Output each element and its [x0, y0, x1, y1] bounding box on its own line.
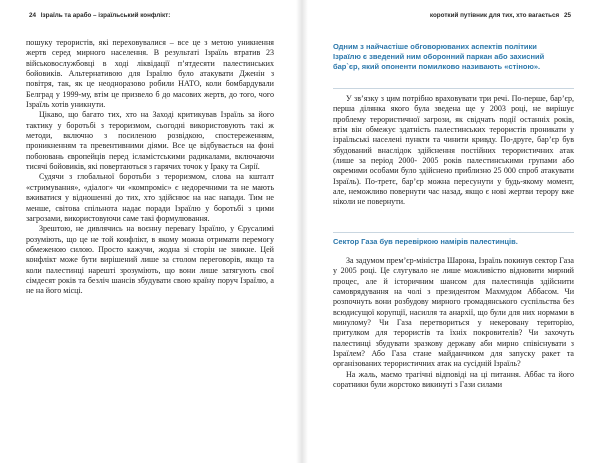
right-header-title: короткий путівник для тих, хто вагається [429, 12, 560, 19]
section-heading: Сектор Газа був перевіркою намірів палестинців. [333, 237, 518, 246]
right-body-text-bottom [333, 256, 574, 390]
left-body-text [26, 38, 274, 297]
callout-divider [333, 88, 574, 89]
right-body-text-top [333, 94, 574, 208]
section-divider [333, 232, 574, 233]
left-paragraph-1: пошуку терористів, які переховувалися – все це з метою уникнення жертв серед мирного населення. В результаті Ізраїль втратив 23 військовослужбовці в ході ліквідації п’ятдесяти палестинських бойовиків. Альтернативою для Ізраїлю було атакувати Дженін з повітря, так, як це неодноразово робили НАТО, коли бомбардували Белград у 1999-му, втім це призвело б до масових жертв, до того, чого Ізраїль хотів уникнути. [26, 38, 274, 110]
left-running-header [26, 12, 170, 19]
left-page-number: 24 [29, 12, 37, 19]
left-paragraph-2: Цікаво, що багато тих, хто на Заході критикував Ізраїль за його тактику у боротьбі з тероризмом, сьогодні використовують такі ж методи, включно з посиленою розвідкою, спостереженням, проникненням та превентивними діями. Все це відбувається на фоні побоювань європейців перед ісламістськими радикалами, включаючи тисячі бойовиків, які повертаються з гарячих точок у Іраку та Сирії. [26, 110, 274, 172]
right-page [300, 0, 600, 463]
left-header-title: Ізраїль та арабо – ізраїльський конфлікт: [40, 12, 171, 19]
callout-question: Одним з найчастіше обговорюваних аспектів політики Ізраїлю є зведений ним оборонний паркан або захисний бар`єр, який опоненти помилково називають «стіною». [333, 42, 545, 72]
right-page-number: 25 [563, 12, 571, 19]
left-paragraph-3: Судячи з глобальної боротьби з тероризмом, слова на кшталт «стримування», «діалог» чи «компроміс» є недоречними та не мають вживатися у відношенні до тих, хто здійснює на нас напади. Тим не менше, світова спільнота надає поради Ізраїлю у боротьбі з цими загрозами, використовуючи саме такі формулювання. [26, 172, 274, 223]
right-paragraph-3: На жаль, маємо трагічні відповіді на ці питання. Аббас та його соратники були жорстоко викинуті з Гази силами [333, 369, 574, 390]
right-paragraph-2: За задумом прем’єр-міністра Шарона, Ізраїль покинув сектор Газа у 2005 році. Це слугувало не лише можливістю відновити мирний процес, але й історичним шансом для палестинців здійснити самоврядування на чолі з президентом Махмудом Аббасом. Чи розпочнуть вони розбудову мирного громадянського суспільства без всюдисущої корупції, насилля та анархії, що були для них нормами в минулому? Чи Газа перетвориться у некеровану територію, притулком для терористів та їхніх покровителів? Чи захочуть палестинці збудувати зразкову державу аби мирно співіснувати з Ізраїлем? Або Газа стане майданчиком для запуску ракет та організованих терористичних атак на сусідній Ізраїль? [333, 256, 574, 369]
right-paragraph-1: У зв’язку з цим потрібно враховувати три речі. По-перше, бар’єр, перша ділянка якого була зведена ще у 2003 році, не вирішує проблему терористичної загрози, як свідчать події останніх років, втім він обмежує здатність палестинських терористів проникати у ізраїльські населені пункти та чинити кривду. По-друге, бар’єр був збудований внаслідок здійснення постійних терористичних атак (лише за період 2000- 2005 років палестинськими групами або окремими особами було здійснено приблизно 25 000 спроб атакувати Ізраїль). По-третє, бар’єр можна пересунути у будь-якому момент, але, неможливо повернути час назад, якщо є нові жертви терору вже ніколи не повернути. [333, 94, 574, 207]
right-running-header [430, 12, 574, 19]
left-paragraph-4: Зрештою, не дивлячись на воєнну перевагу Ізраїлю, у Єрусалимі розуміють, що це не той конфлікт, в якому можна отримати перемогу обмеженою силою. Просто кажучи, жодна зі сторін не зникне. Цей конфлікт може бути вирішений лише за столом переговорів, якщо та коли палестинці нарешті зрозуміють, що вони лише затягують свої сімдесят років та безліч шансів збудувати свою країну поруч Ізраїлю, а не на його місці. [26, 224, 274, 296]
